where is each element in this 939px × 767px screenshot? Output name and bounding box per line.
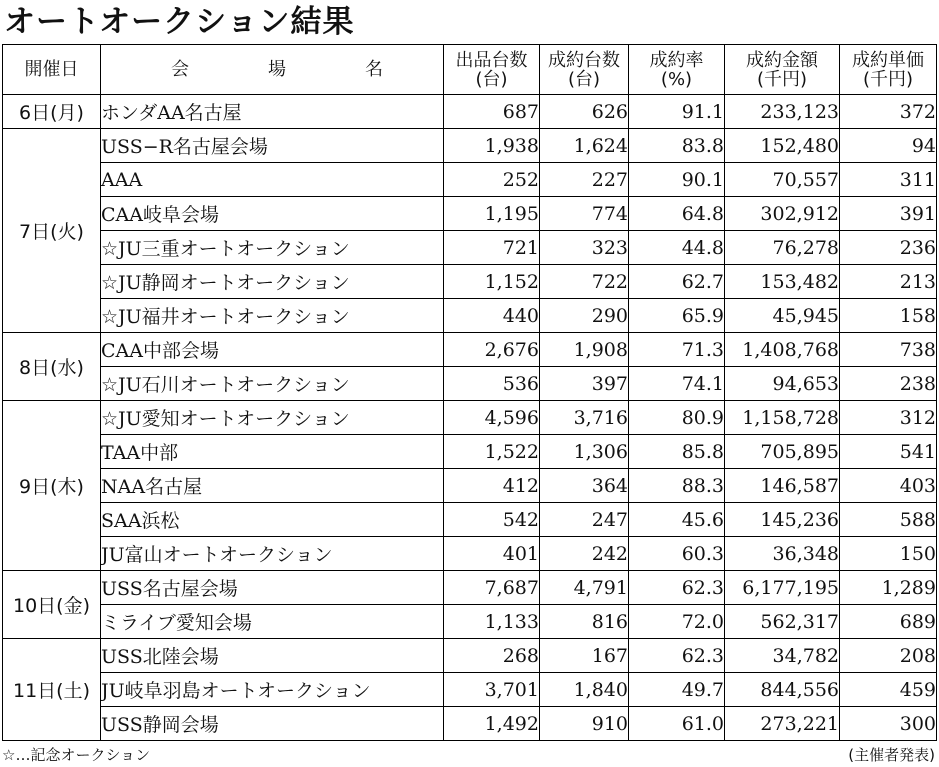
rate-cell: 91.1 — [629, 95, 725, 129]
sold-cell: 227 — [540, 163, 629, 197]
venue-cell: SAA浜松 — [101, 503, 444, 537]
listed-cell: 1,133 — [444, 605, 540, 639]
sold-cell: 323 — [540, 231, 629, 265]
rate-cell: 88.3 — [629, 469, 725, 503]
listed-cell: 687 — [444, 95, 540, 129]
unit-price-cell: 158 — [840, 299, 937, 333]
table-row — [3, 95, 937, 129]
sold-cell: 4,791 — [540, 571, 629, 605]
venue-cell: JU富山オートオークション — [101, 537, 444, 571]
rate-cell: 85.8 — [629, 435, 725, 469]
header-listed — [444, 45, 540, 95]
unit-price-cell: 300 — [840, 707, 937, 741]
header-unit-price — [840, 45, 937, 95]
unit-price-cell: 541 — [840, 435, 937, 469]
venue-cell: USS−R名古屋会場 — [101, 129, 444, 163]
unit-price-cell: 94 — [840, 129, 937, 163]
header-rate — [629, 45, 725, 95]
venue-cell: ☆JU福井オートオークション — [101, 299, 444, 333]
listed-cell: 1,522 — [444, 435, 540, 469]
amount-cell: 302,912 — [725, 197, 840, 231]
amount-cell: 1,408,768 — [725, 333, 840, 367]
table-row — [3, 435, 937, 469]
rate-cell: 83.8 — [629, 129, 725, 163]
rate-cell: 62.3 — [629, 571, 725, 605]
amount-cell: 34,782 — [725, 639, 840, 673]
venue-cell: CAA中部会場 — [101, 333, 444, 367]
listed-cell: 4,596 — [444, 401, 540, 435]
listed-cell: 1,492 — [444, 707, 540, 741]
date-cell: 8日(水) — [3, 333, 101, 401]
listed-cell: 1,195 — [444, 197, 540, 231]
date-cell: 10日(金) — [3, 571, 101, 639]
listed-cell: 268 — [444, 639, 540, 673]
listed-cell: 542 — [444, 503, 540, 537]
venue-cell: CAA岐阜会場 — [101, 197, 444, 231]
header-rate-unit: (%) — [660, 68, 693, 90]
table-row — [3, 367, 937, 401]
sold-cell: 247 — [540, 503, 629, 537]
header-amount-label: 成約金額 — [746, 49, 818, 71]
sold-cell: 290 — [540, 299, 629, 333]
rate-cell: 62.7 — [629, 265, 725, 299]
table-row — [3, 639, 937, 673]
listed-cell: 1,152 — [444, 265, 540, 299]
header-sold-label: 成約台数 — [548, 49, 620, 71]
rate-cell: 90.1 — [629, 163, 725, 197]
sold-cell: 1,840 — [540, 673, 629, 707]
date-cell: 7日(火) — [3, 129, 101, 333]
rate-cell: 62.3 — [629, 639, 725, 673]
unit-price-cell: 391 — [840, 197, 937, 231]
venue-cell: USS静岡会場 — [101, 707, 444, 741]
header-venue-char: 会 — [171, 59, 189, 80]
header-row — [3, 45, 937, 95]
table-row — [3, 163, 937, 197]
venue-cell: JU岐阜羽島オートオークション — [101, 673, 444, 707]
rate-cell: 49.7 — [629, 673, 725, 707]
unit-price-cell: 236 — [840, 231, 937, 265]
table-row — [3, 333, 937, 367]
auction-results-table — [2, 44, 937, 741]
sold-cell: 1,624 — [540, 129, 629, 163]
rate-cell: 45.6 — [629, 503, 725, 537]
table-row — [3, 129, 937, 163]
header-amount-unit: (千円) — [756, 68, 808, 90]
amount-cell: 146,587 — [725, 469, 840, 503]
rate-cell: 64.8 — [629, 197, 725, 231]
sold-cell: 397 — [540, 367, 629, 401]
sold-cell: 1,908 — [540, 333, 629, 367]
header-date: 開催日 — [3, 45, 101, 95]
unit-price-cell: 150 — [840, 537, 937, 571]
amount-cell: 6,177,195 — [725, 571, 840, 605]
listed-cell: 252 — [444, 163, 540, 197]
source-note: (主催者発表) — [848, 746, 935, 764]
date-cell: 9日(木) — [3, 401, 101, 571]
table-row — [3, 537, 937, 571]
listed-cell: 536 — [444, 367, 540, 401]
amount-cell: 273,221 — [725, 707, 840, 741]
sold-cell: 626 — [540, 95, 629, 129]
unit-price-cell: 459 — [840, 673, 937, 707]
amount-cell: 562,317 — [725, 605, 840, 639]
table-row — [3, 197, 937, 231]
listed-cell: 1,938 — [444, 129, 540, 163]
sold-cell: 1,306 — [540, 435, 629, 469]
amount-cell: 76,278 — [725, 231, 840, 265]
sold-cell: 364 — [540, 469, 629, 503]
venue-cell: ホンダAA名古屋 — [101, 95, 444, 129]
listed-cell: 721 — [444, 231, 540, 265]
unit-price-cell: 208 — [840, 639, 937, 673]
header-rate-label: 成約率 — [649, 49, 704, 71]
rate-cell: 44.8 — [629, 231, 725, 265]
venue-cell: ☆JU三重オートオークション — [101, 231, 444, 265]
table-row — [3, 299, 937, 333]
venue-cell: AAA — [101, 163, 444, 197]
rate-cell: 80.9 — [629, 401, 725, 435]
amount-cell: 94,653 — [725, 367, 840, 401]
amount-cell: 45,945 — [725, 299, 840, 333]
unit-price-cell: 312 — [840, 401, 937, 435]
venue-cell: ミライブ愛知会場 — [101, 605, 444, 639]
unit-price-cell: 213 — [840, 265, 937, 299]
amount-cell: 1,158,728 — [725, 401, 840, 435]
unit-price-cell: 738 — [840, 333, 937, 367]
rate-cell: 65.9 — [629, 299, 725, 333]
table-row — [3, 265, 937, 299]
listed-cell: 401 — [444, 537, 540, 571]
amount-cell: 705,895 — [725, 435, 840, 469]
sold-cell: 722 — [540, 265, 629, 299]
rate-cell: 60.3 — [629, 537, 725, 571]
listed-cell: 7,687 — [444, 571, 540, 605]
header-venue-char: 名 — [365, 59, 383, 80]
sold-cell: 816 — [540, 605, 629, 639]
table-row — [3, 401, 937, 435]
sold-cell: 910 — [540, 707, 629, 741]
venue-cell: TAA中部 — [101, 435, 444, 469]
table-row — [3, 605, 937, 639]
table-row — [3, 469, 937, 503]
page-title: オートオークション結果 — [4, 4, 355, 40]
listed-cell: 3,701 — [444, 673, 540, 707]
amount-cell: 844,556 — [725, 673, 840, 707]
table-row — [3, 673, 937, 707]
table-row — [3, 231, 937, 265]
venue-cell: ☆JU愛知オートオークション — [101, 401, 444, 435]
amount-cell: 145,236 — [725, 503, 840, 537]
header-sold — [540, 45, 629, 95]
sold-cell: 774 — [540, 197, 629, 231]
listed-cell: 2,676 — [444, 333, 540, 367]
rate-cell: 71.3 — [629, 333, 725, 367]
rate-cell: 74.1 — [629, 367, 725, 401]
footnote-commemorative: ☆…記念オークション — [2, 746, 151, 764]
table-row — [3, 503, 937, 537]
sold-cell: 3,716 — [540, 401, 629, 435]
unit-price-cell: 372 — [840, 95, 937, 129]
date-cell: 6日(月) — [3, 95, 101, 129]
amount-cell: 153,482 — [725, 265, 840, 299]
venue-cell: USS名古屋会場 — [101, 571, 444, 605]
unit-price-cell: 1,289 — [840, 571, 937, 605]
amount-cell: 152,480 — [725, 129, 840, 163]
venue-cell: NAA名古屋 — [101, 469, 444, 503]
sold-cell: 167 — [540, 639, 629, 673]
unit-price-cell: 311 — [840, 163, 937, 197]
header-listed-unit: (台) — [475, 68, 508, 90]
listed-cell: 412 — [444, 469, 540, 503]
amount-cell: 233,123 — [725, 95, 840, 129]
table-row — [3, 707, 937, 741]
header-amount — [725, 45, 840, 95]
sold-cell: 242 — [540, 537, 629, 571]
header-unit-price-label: 成約単価 — [852, 49, 924, 71]
amount-cell: 36,348 — [725, 537, 840, 571]
listed-cell: 440 — [444, 299, 540, 333]
header-venue — [101, 45, 444, 95]
rate-cell: 61.0 — [629, 707, 725, 741]
rate-cell: 72.0 — [629, 605, 725, 639]
unit-price-cell: 403 — [840, 469, 937, 503]
unit-price-cell: 238 — [840, 367, 937, 401]
venue-cell: ☆JU静岡オートオークション — [101, 265, 444, 299]
unit-price-cell: 588 — [840, 503, 937, 537]
amount-cell: 70,557 — [725, 163, 840, 197]
date-cell: 11日(土) — [3, 639, 101, 741]
header-venue-char: 場 — [268, 59, 286, 80]
header-unit-price-unit: (千円) — [862, 68, 914, 90]
venue-cell: ☆JU石川オートオークション — [101, 367, 444, 401]
unit-price-cell: 689 — [840, 605, 937, 639]
venue-cell: USS北陸会場 — [101, 639, 444, 673]
header-listed-label: 出品台数 — [455, 49, 528, 71]
table-row — [3, 571, 937, 605]
header-sold-unit: (台) — [567, 68, 601, 90]
